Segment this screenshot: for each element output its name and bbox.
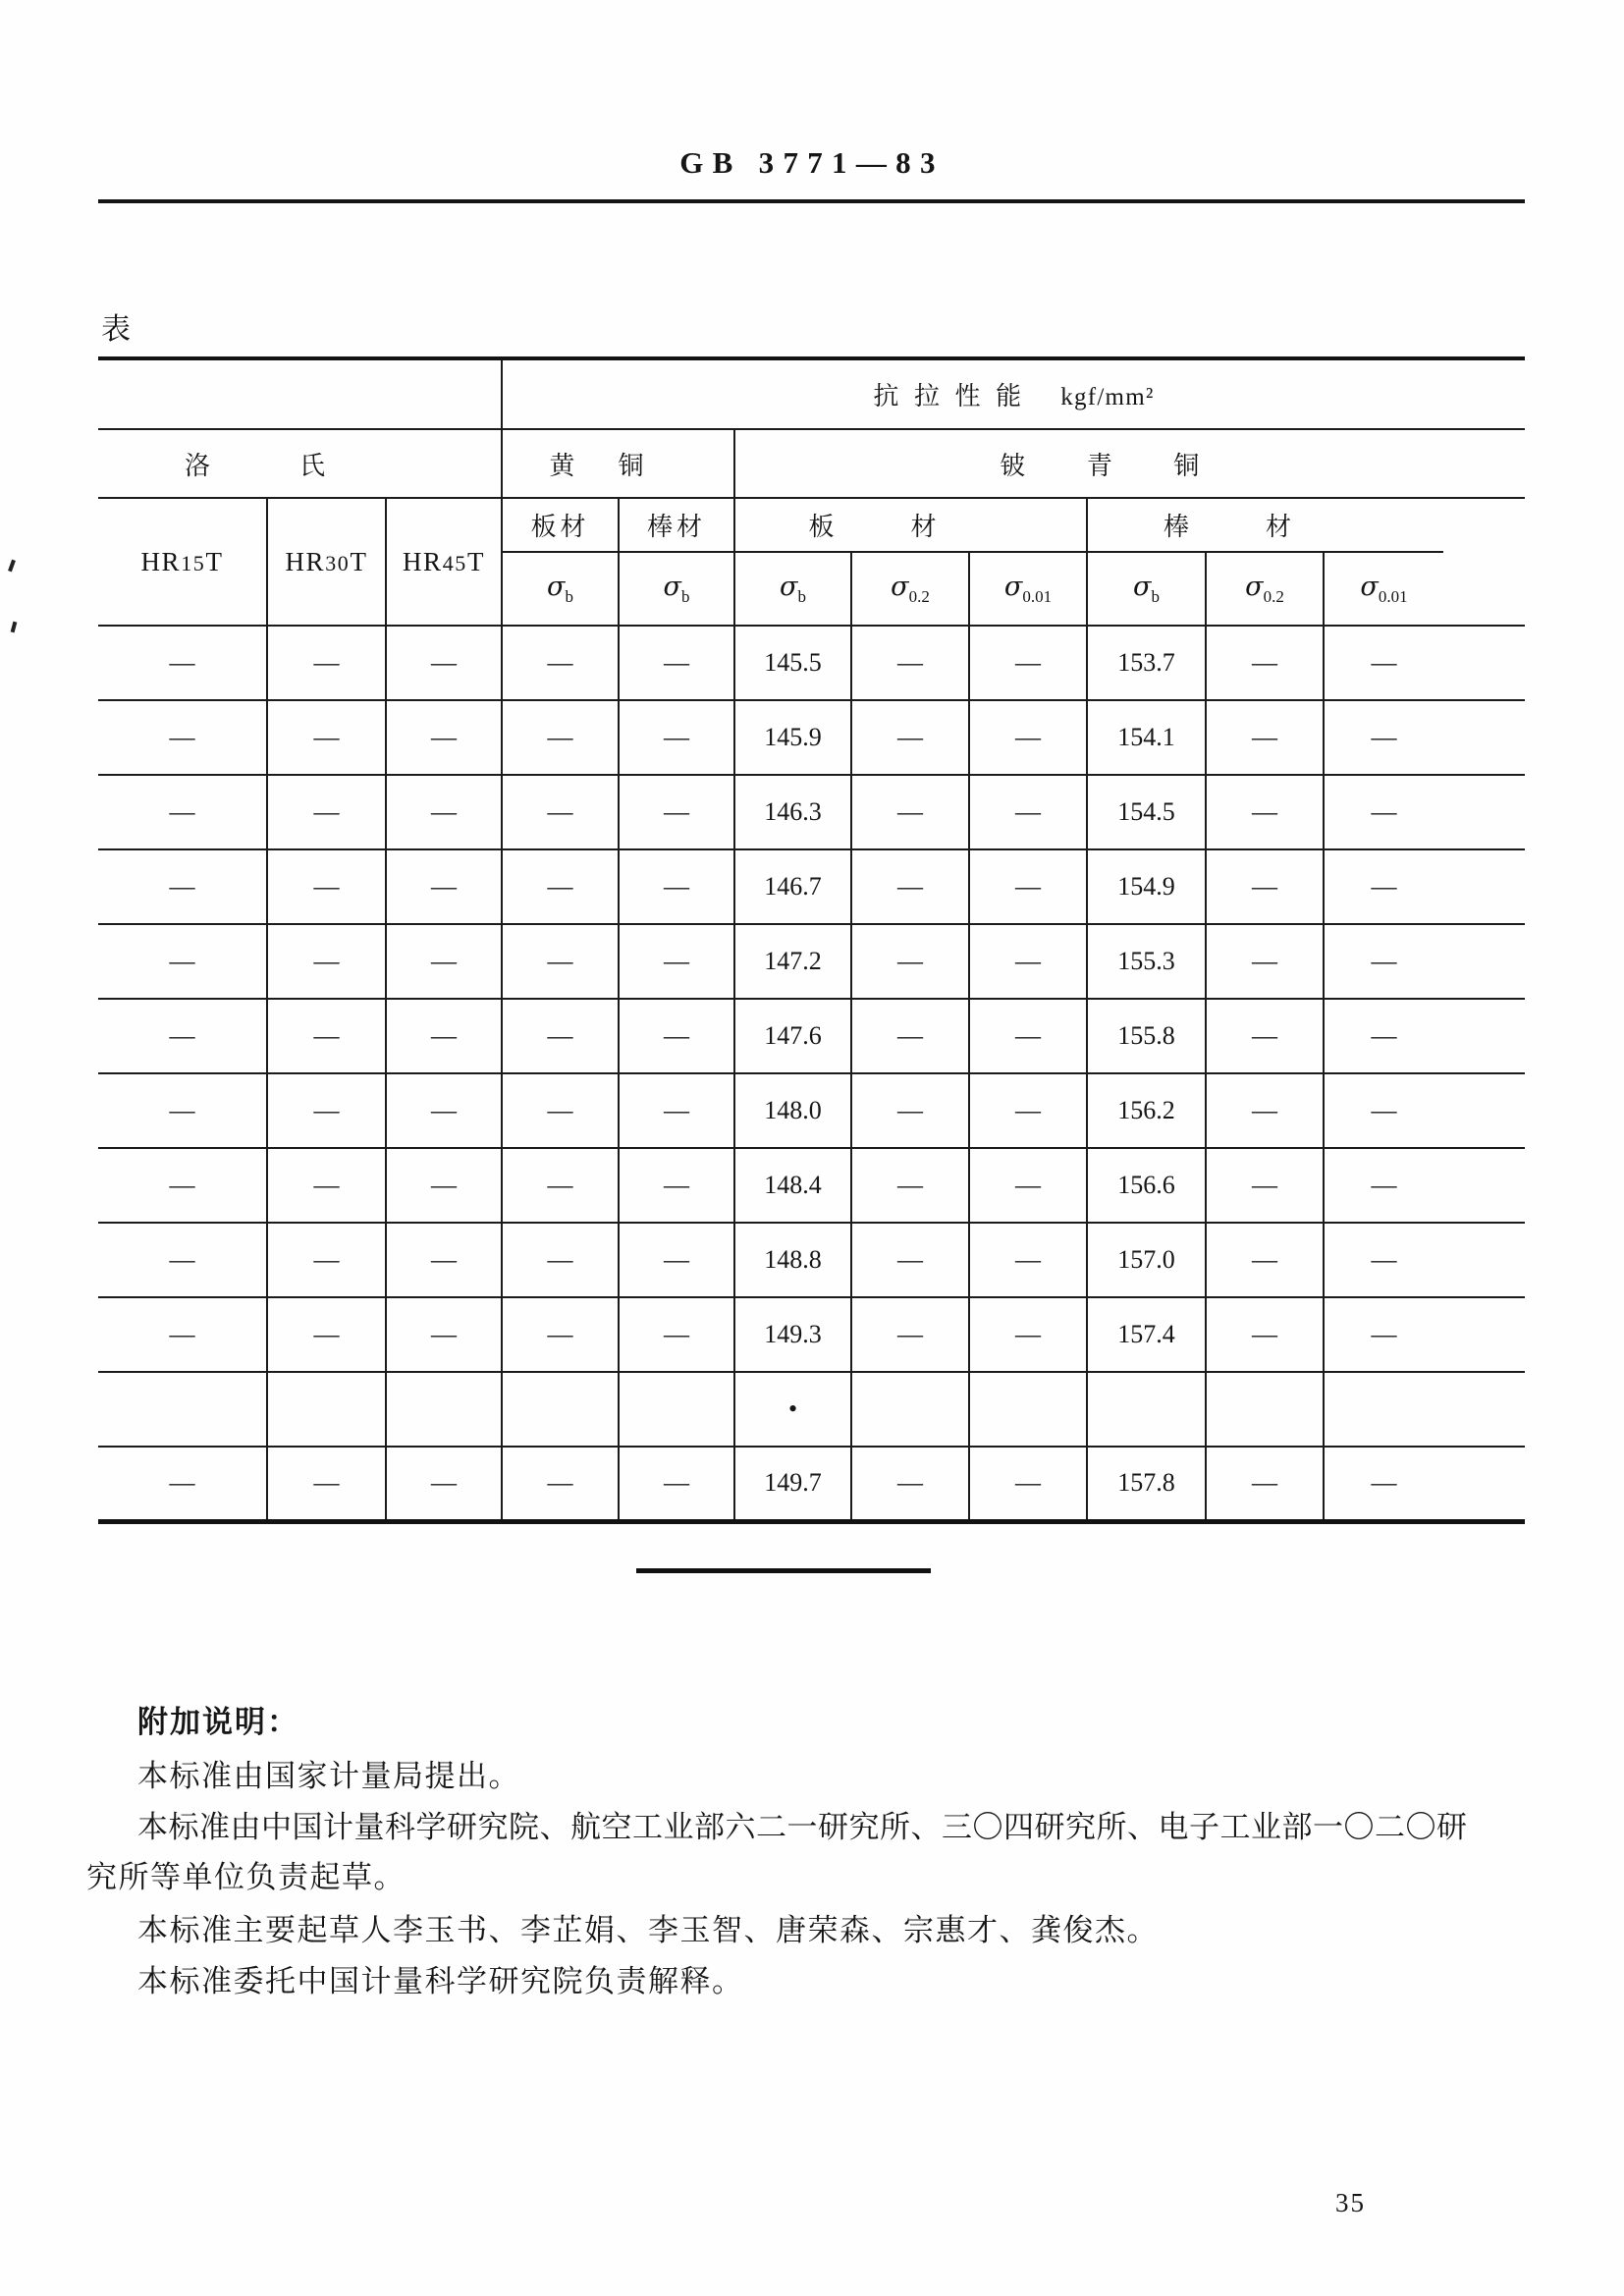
- table-cell: —: [851, 924, 969, 999]
- rockwell-header: 洛氏: [98, 429, 502, 498]
- table-cell: 145.5: [734, 626, 851, 700]
- table-row: [98, 1297, 1525, 1372]
- table-cell: —: [619, 1297, 734, 1372]
- table-cell: —: [851, 999, 969, 1073]
- table-cell: 157.8: [1087, 1447, 1206, 1521]
- table-cell: —: [502, 1297, 619, 1372]
- table-cell: —: [969, 849, 1087, 924]
- table-cell: —: [98, 1223, 267, 1297]
- note-line: 本标准主要起草人李玉书、李芷娟、李玉智、唐荣森、宗惠才、龚俊杰。: [137, 1913, 1159, 1947]
- note-line: 本标准委托中国计量科学研究院负责解释。: [137, 1964, 744, 1998]
- table-cell: —: [1324, 1223, 1443, 1297]
- table-cell: —: [502, 700, 619, 775]
- table-cell: —: [969, 775, 1087, 849]
- table-cell: —: [98, 924, 267, 999]
- title-rule: [98, 199, 1525, 203]
- table-cell-overhang: [1443, 1372, 1525, 1447]
- empty-corner-cell: [98, 358, 502, 429]
- beryllium-bar-header: 棒材: [1087, 498, 1443, 552]
- table-cell: —: [267, 1447, 386, 1521]
- table-cell: 149.7: [734, 1447, 851, 1521]
- table-cell: —: [851, 1148, 969, 1223]
- table-cell: —: [969, 999, 1087, 1073]
- table-cell: —: [386, 924, 502, 999]
- table-cell: —: [386, 775, 502, 849]
- table-cell: —: [502, 626, 619, 700]
- tensile-unit: kgf/mm²: [1060, 384, 1155, 410]
- sigma-b-brass-plate: $\sigma_b$: [502, 552, 619, 626]
- table-cell: —: [1324, 849, 1443, 924]
- note-line: 本标准由国家计量局提出。: [137, 1759, 520, 1793]
- table-cell: —: [267, 999, 386, 1073]
- table-cell: —: [386, 700, 502, 775]
- header-row-materials: [98, 429, 1525, 498]
- table-cell: —: [851, 1297, 969, 1372]
- table-row: [98, 775, 1525, 849]
- table-cell: —: [98, 1073, 267, 1148]
- table-cell: —: [502, 775, 619, 849]
- tensile-properties-header: [502, 358, 1525, 429]
- table-cell: —: [1206, 1223, 1324, 1297]
- sigma-001-be-bar: $\sigma_{0.01}$: [1324, 552, 1443, 626]
- table-cell: 146.7: [734, 849, 851, 924]
- table-cell: —: [267, 626, 386, 700]
- table-cell: —: [98, 1447, 267, 1521]
- table-cell: —: [1206, 1073, 1324, 1148]
- sigma-b-be-plate: $\sigma_b$: [734, 552, 851, 626]
- table-cell: [502, 1372, 619, 1447]
- table-cell-overhang: [1443, 924, 1525, 999]
- table-cell: —: [851, 626, 969, 700]
- table-row: [98, 849, 1525, 924]
- table-cell: —: [1206, 626, 1324, 700]
- table-cell-overhang: [1443, 626, 1525, 700]
- scan-speck: [11, 622, 18, 633]
- table-row: [98, 1447, 1525, 1521]
- table-cell: —: [386, 849, 502, 924]
- table-cell: —: [851, 775, 969, 849]
- section-divider-rule: [636, 1568, 931, 1573]
- table-cell: —: [1324, 1447, 1443, 1521]
- table-cell: 154.1: [1087, 700, 1206, 775]
- table-cell: [1087, 1372, 1206, 1447]
- table-cell: —: [969, 1447, 1087, 1521]
- scan-speck: [8, 560, 16, 573]
- table-cell-overhang: [1443, 1073, 1525, 1148]
- table-cell-overhang: [1443, 849, 1525, 924]
- table-row: [98, 1372, 1525, 1447]
- table-cell: —: [1206, 1297, 1324, 1372]
- table-cell: —: [1324, 1148, 1443, 1223]
- table-cell: —: [851, 849, 969, 924]
- table-cell: 153.7: [1087, 626, 1206, 700]
- table-cell: —: [619, 1223, 734, 1297]
- sigma-001-be-plate: $\sigma_{0.01}$: [969, 552, 1087, 626]
- table-cell: —: [969, 1148, 1087, 1223]
- table-cell-overhang: [1443, 1297, 1525, 1372]
- table-cell: —: [969, 1073, 1087, 1148]
- table-cell: —: [1324, 924, 1443, 999]
- table-cell: —: [502, 924, 619, 999]
- table-cell: 154.5: [1087, 775, 1206, 849]
- table-cell: [386, 1372, 502, 1447]
- table-cell: 156.6: [1087, 1148, 1206, 1223]
- table-cell: —: [969, 924, 1087, 999]
- table-cell: —: [1324, 626, 1443, 700]
- table-cell: —: [1324, 1297, 1443, 1372]
- table-cell: —: [98, 1297, 267, 1372]
- table-cell: 145.9: [734, 700, 851, 775]
- table-cell: —: [386, 626, 502, 700]
- table-cell: [1206, 1372, 1324, 1447]
- table-cell: —: [1206, 849, 1324, 924]
- table-cell: 148.4: [734, 1148, 851, 1223]
- beryllium-plate-header: 板材: [734, 498, 1087, 552]
- tensile-title: 抗拉性能: [873, 382, 1037, 410]
- table-cell: —: [619, 924, 734, 999]
- table-cell: —: [619, 700, 734, 775]
- table-cell: —: [1324, 1073, 1443, 1148]
- hr15t-column-header: HR15T: [98, 498, 267, 626]
- table-cell: —: [969, 1297, 1087, 1372]
- table-cell-overhang: [1443, 700, 1525, 775]
- table-cell: —: [1206, 924, 1324, 999]
- table-cell: —: [502, 1073, 619, 1148]
- table-cell: —: [267, 775, 386, 849]
- table-cell: —: [98, 775, 267, 849]
- table-cell: —: [1206, 999, 1324, 1073]
- header-row-forms: [98, 498, 1525, 552]
- note-line: 究所等单位负责起草。: [86, 1860, 406, 1894]
- table-cell: 147.6: [734, 999, 851, 1073]
- table-cell: —: [969, 1223, 1087, 1297]
- table-cell: —: [1324, 700, 1443, 775]
- sigma-02-be-bar: $\sigma_{0.2}$: [1206, 552, 1324, 626]
- table-row: [98, 1073, 1525, 1148]
- table-cell: 155.3: [1087, 924, 1206, 999]
- table-cell: 157.0: [1087, 1223, 1206, 1297]
- table-cell: —: [502, 1447, 619, 1521]
- table-cell: —: [1206, 775, 1324, 849]
- table-cell: —: [386, 1297, 502, 1372]
- note-line: 本标准由中国计量科学研究院、航空工业部六二一研究所、三〇四研究所、电子工业部一〇二〇研: [137, 1810, 1468, 1844]
- table-cell-overhang: [1443, 999, 1525, 1073]
- table-cell: —: [619, 775, 734, 849]
- table-cell: —: [386, 1447, 502, 1521]
- table-cell: —: [267, 700, 386, 775]
- table-cell: —: [502, 1148, 619, 1223]
- overhang-cell: [1443, 498, 1525, 626]
- table-cell: 148.0: [734, 1073, 851, 1148]
- table-cell: [969, 1372, 1087, 1447]
- table-cell: —: [98, 626, 267, 700]
- table-cell: —: [969, 700, 1087, 775]
- table-cell: —: [502, 849, 619, 924]
- table-cell: —: [98, 1148, 267, 1223]
- table-cell: 155.8: [1087, 999, 1206, 1073]
- table-cell: —: [502, 999, 619, 1073]
- additional-notes-heading: 附加说明：: [137, 1705, 299, 1739]
- table-cell: —: [851, 700, 969, 775]
- table-cell: —: [619, 1073, 734, 1148]
- table-cell: —: [851, 1447, 969, 1521]
- table-cell: —: [98, 849, 267, 924]
- table-cell: [1324, 1372, 1443, 1447]
- table-cell: —: [267, 849, 386, 924]
- table-cell: —: [98, 999, 267, 1073]
- table-cell: —: [619, 999, 734, 1073]
- hardness-conversion-table: [98, 356, 1525, 1524]
- table-cell: —: [969, 626, 1087, 700]
- hr30t-column-header: HR30T: [267, 498, 386, 626]
- table-cell: —: [267, 1073, 386, 1148]
- table-cell: •: [734, 1372, 851, 1447]
- beryllium-bronze-header: 铍青铜: [734, 429, 1525, 498]
- table-row: [98, 924, 1525, 999]
- table-cell: —: [619, 849, 734, 924]
- table-body: [98, 626, 1525, 1521]
- table-cell-overhang: [1443, 1223, 1525, 1297]
- table-row: [98, 700, 1525, 775]
- table-row: [98, 1223, 1525, 1297]
- brass-bar-header: 棒材: [619, 498, 734, 552]
- table-cell: 154.9: [1087, 849, 1206, 924]
- table-cell: 148.8: [734, 1223, 851, 1297]
- page-number: 35: [1335, 2188, 1366, 2217]
- table-header: [98, 358, 1525, 626]
- header-row-tensile: [98, 358, 1525, 429]
- table-label: 表: [101, 313, 131, 346]
- hr45t-column-header: HR45T: [386, 498, 502, 626]
- table-cell: —: [267, 924, 386, 999]
- sigma-b-brass-bar: $\sigma_b$: [619, 552, 734, 626]
- table-cell: —: [386, 1223, 502, 1297]
- table-cell: [267, 1372, 386, 1447]
- table-cell: —: [386, 1073, 502, 1148]
- sigma-b-be-bar: $\sigma_b$: [1087, 552, 1206, 626]
- table-cell: —: [1206, 1148, 1324, 1223]
- table-cell: —: [619, 1447, 734, 1521]
- brass-header: 黄铜: [502, 429, 734, 498]
- table-cell: —: [1324, 999, 1443, 1073]
- table-cell: 156.2: [1087, 1073, 1206, 1148]
- table-cell: [98, 1372, 267, 1447]
- sigma-02-be-plate: $\sigma_{0.2}$: [851, 552, 969, 626]
- table-cell: 149.3: [734, 1297, 851, 1372]
- table-cell-overhang: [1443, 775, 1525, 849]
- table-cell: [851, 1372, 969, 1447]
- table-cell: —: [98, 700, 267, 775]
- table-cell: —: [1206, 700, 1324, 775]
- table-cell: —: [267, 1297, 386, 1372]
- table-cell: 157.4: [1087, 1297, 1206, 1372]
- table-cell: —: [619, 626, 734, 700]
- table-cell: [619, 1372, 734, 1447]
- table-cell: —: [502, 1223, 619, 1297]
- table-cell-overhang: [1443, 1447, 1525, 1521]
- brass-plate-header: 板材: [502, 498, 619, 552]
- table-row: [98, 999, 1525, 1073]
- table-cell: —: [619, 1148, 734, 1223]
- table-cell: —: [386, 1148, 502, 1223]
- table-cell: —: [386, 999, 502, 1073]
- table-cell: —: [1206, 1447, 1324, 1521]
- table-cell: —: [851, 1223, 969, 1297]
- table-row: [98, 1148, 1525, 1223]
- table-row: [98, 626, 1525, 700]
- table-cell-overhang: [1443, 1148, 1525, 1223]
- table-cell: —: [267, 1223, 386, 1297]
- table-cell: —: [1324, 775, 1443, 849]
- table-cell: —: [851, 1073, 969, 1148]
- table-cell: 147.2: [734, 924, 851, 999]
- table-cell: 146.3: [734, 775, 851, 849]
- standard-code: GB 3771—83: [679, 145, 945, 180]
- table-cell: —: [267, 1148, 386, 1223]
